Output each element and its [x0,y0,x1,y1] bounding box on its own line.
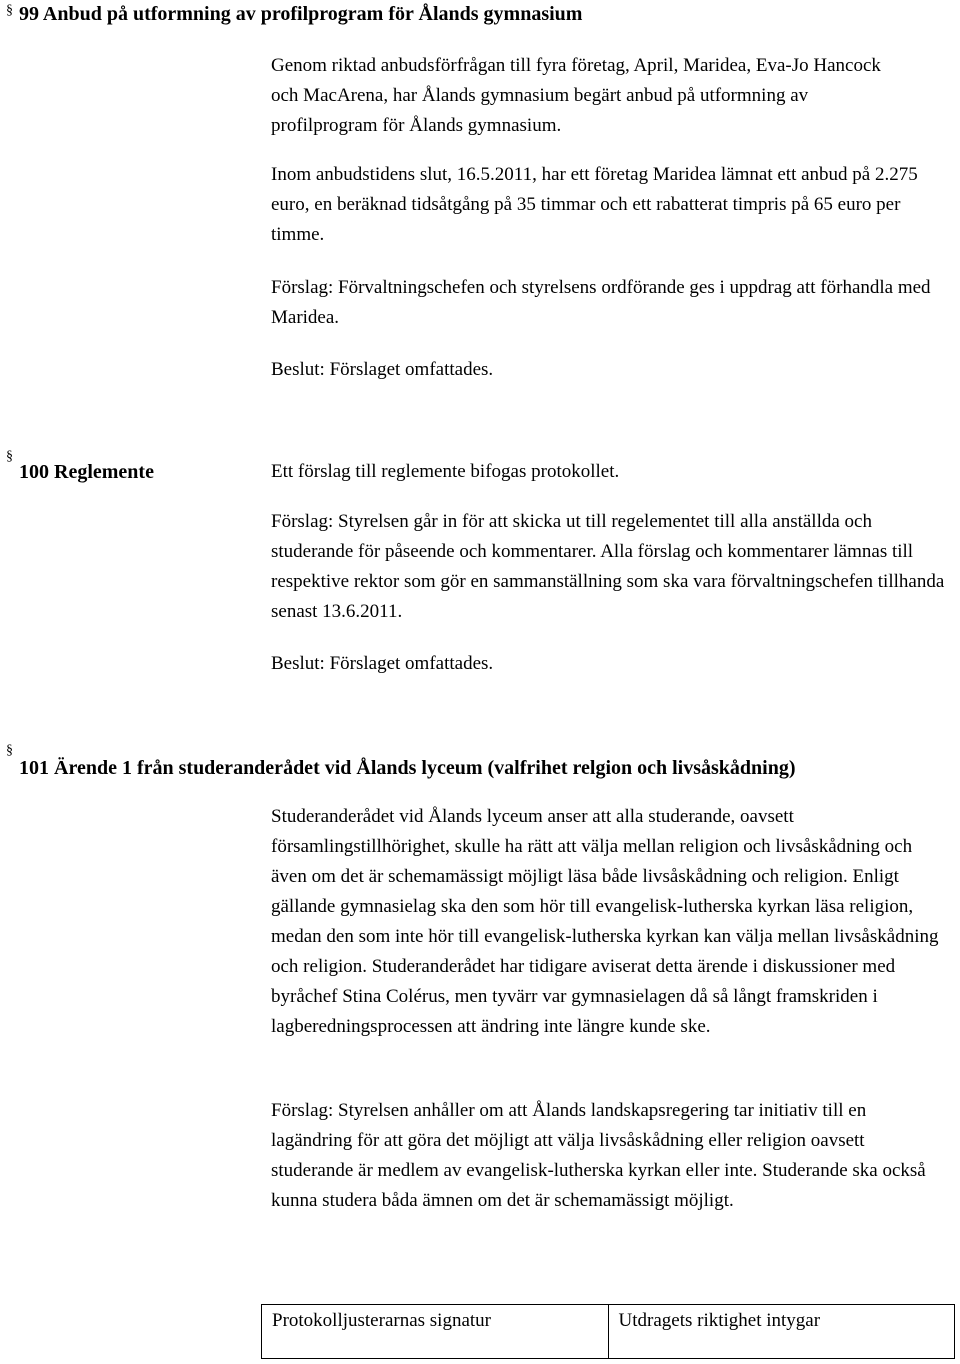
section-100-paragraph-1: Ett förslag till reglemente bifogas protokollet. [271,461,620,482]
section-101-heading: 101 Ärende 1 från studeranderådet vid Ålands lyceum (valfrihet relgion och livsåskådning) [19,757,796,779]
section-100-heading: 100 Reglemente [19,461,154,483]
section-100-decision: Beslut: Förslaget omfattades. [271,653,494,674]
section-100-proposal: Förslag: Styrelsen går in för att skicka ut till regelementet till alla anställda och studerande för påseende och kommentarer. Alla förslag och kommentarer lämnas till respektive rektor som gör en sammanställning som ska vara förvaltningschefen tillhanda senast 13.6.2011. [271,511,945,622]
section-101-proposal: Förslag: Styrelsen anhåller om att Ålands landskapsregering tar initiativ till en lagändring för att göra det möjligt att välja livsåskådning eller religion oavsett studerande är medlem av evangelisk-lutherska kyrkan eller inte. Studerande ska också kunna studera båda ämnen om det är schemamässigt möjligt. [271,1100,926,1211]
section-mark-icon: § [6,743,13,758]
section-99-paragraph-1: Genom riktad anbudsförfrågan till fyra företag, April, Maridea, Eva-Jo Hancock och MacArena, har Ålands gymnasium begärt anbud på utformning av profilprogram för Ålands gymnasium. [271,55,881,136]
section-99-paragraph-2: Inom anbudstidens slut, 16.5.2011, har ett företag Maridea lämnat ett anbud på 2.275 euro, en beräknad tidsåtgång på 35 timmar och ett rabatterat timpris på 65 euro per timme. [271,164,918,245]
signature-table [261,1304,955,1359]
section-99-proposal: Förslag: Förvaltningschefen och styrelsens ordförande ges i uppdrag att förhandla med Maridea. [271,277,931,328]
signature-cell-left: Protokolljusterarnas signatur [262,1305,609,1358]
section-99-heading: 99 Anbud på utformning av profilprogram för Ålands gymnasium [19,3,583,25]
signature-cell-right: Utdragets riktighet intygar [618,1310,821,1331]
section-99-decision: Beslut: Förslaget omfattades. [271,359,494,380]
section-mark-icon: § [6,3,13,18]
section-101-paragraph-1: Studeranderådet vid Ålands lyceum anser att alla studerande, oavsett församlingstillhörighet, skulle ha rätt att välja mellan religion och livsåskådning och även om det är schemamässigt möjligt läsa både livsåskådning och religion. Enligt gällande gymnasielag ska den som hör till evangelisk-lutherska kyrkan läsa religion, medan den som inte hör till evangelisk-lutherska kyrkan kan välja mellan livsåskådning och religion. Studeranderådet har tidigare aviserat detta ärende i diskussioner med byråchef Stina Colérus, men tyvärr var gymnasielagen då så långt framskriden i lagberedningsprocessen att ändring inte längre kunde ske. [271,806,939,1037]
section-mark-icon: § [6,449,13,464]
